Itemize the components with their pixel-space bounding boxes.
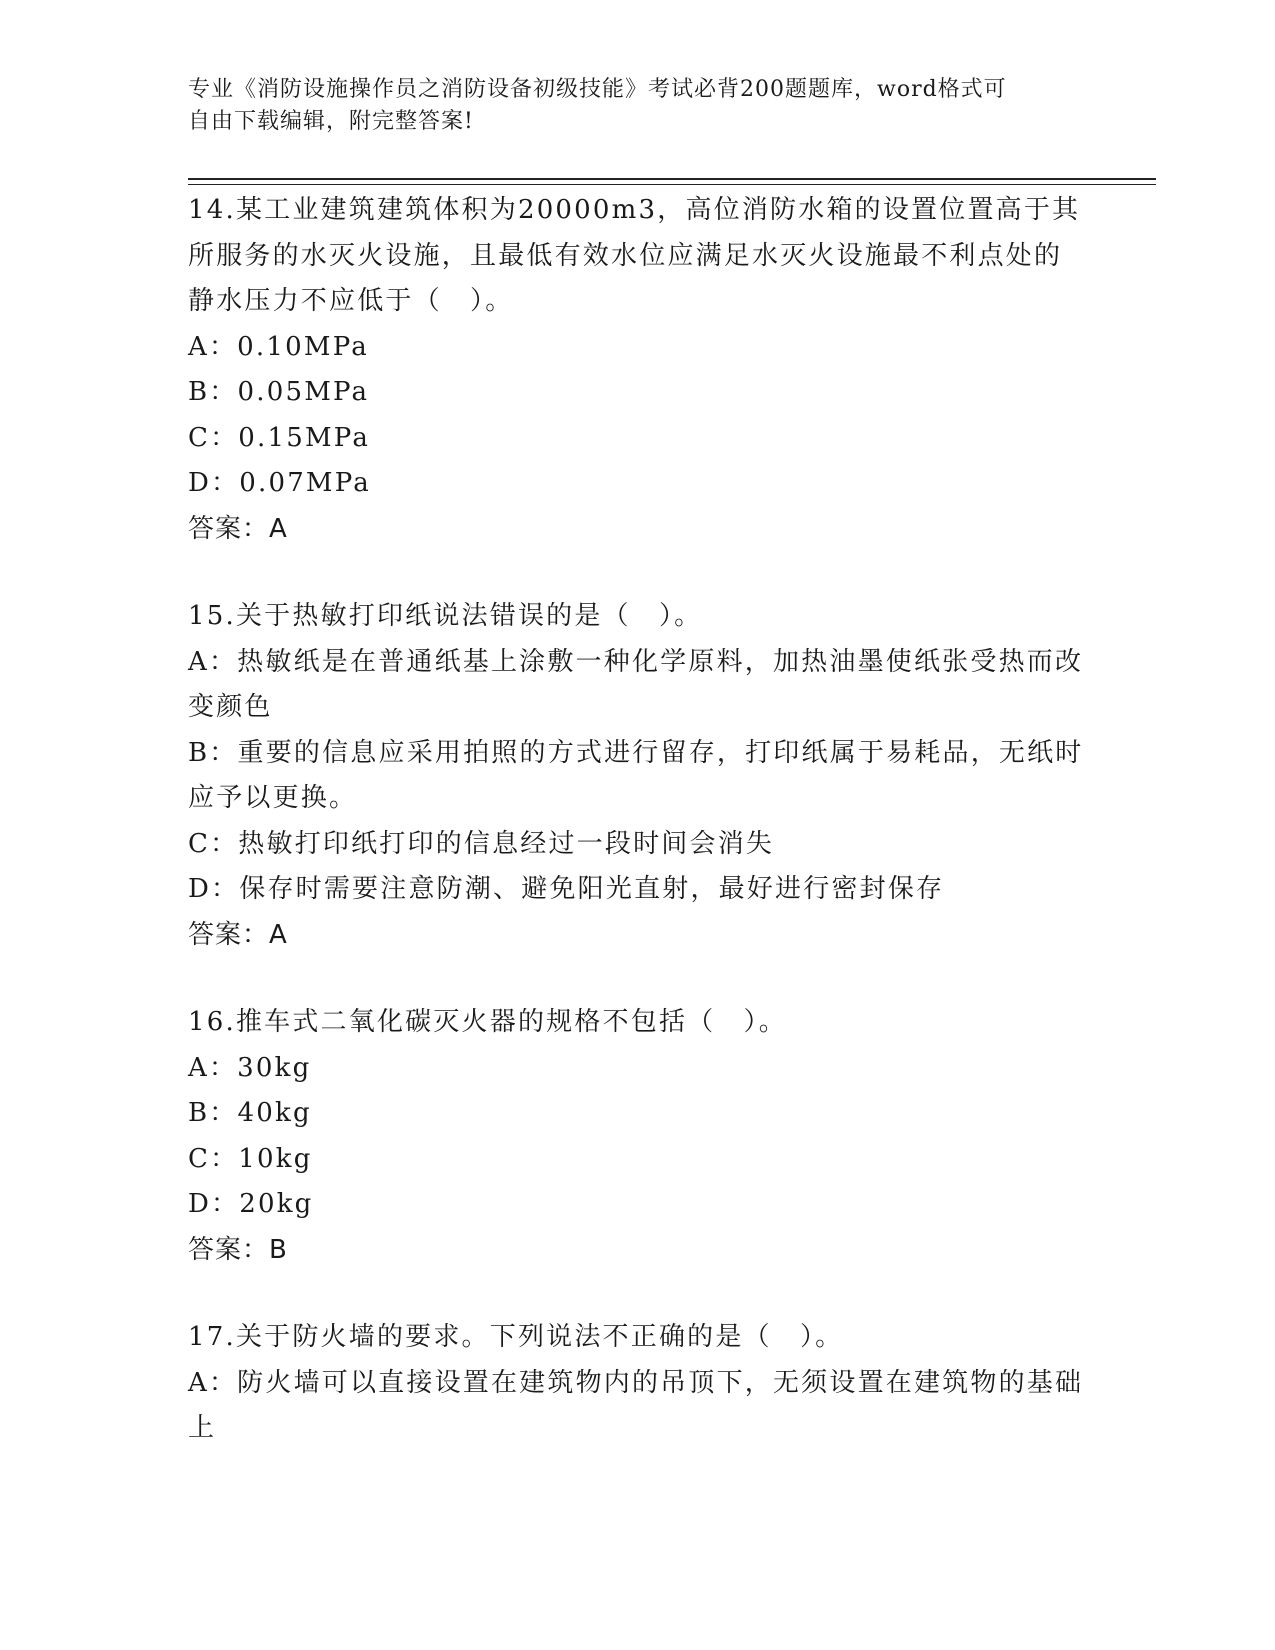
header-title-line-1: 专业《消防设施操作员之消防设备初级技能》考试必背200题题库，word格式可 xyxy=(188,77,1007,102)
option-a: A：0.10MPa xyxy=(188,331,369,362)
option-a: A：30kg xyxy=(188,1052,312,1083)
question-17 xyxy=(188,1315,1088,1452)
question-text: 16.推车式二氧化碳灭火器的规格不包括（ ）。 xyxy=(188,1007,787,1037)
option-c: C：热敏打印纸打印的信息经过一段时间会消失 xyxy=(188,828,775,859)
header-divider-thin xyxy=(188,184,1156,185)
option-c: C：10kg xyxy=(188,1143,313,1174)
answer-label: 答案：A xyxy=(188,919,288,950)
header-title-line-2: 自由下载编辑，附完整答案! xyxy=(188,109,474,134)
option-d: D：保存时需要注意防潮、避免阳光直射，最好进行密封保存 xyxy=(188,874,945,904)
option-d: D：0.07MPa xyxy=(188,468,371,498)
question-text: 15.关于热敏打印纸说法错误的是（ ）。 xyxy=(188,601,703,631)
answer-label: 答案：B xyxy=(188,1234,288,1265)
header-divider-thick xyxy=(188,178,1156,180)
question-16 xyxy=(188,1000,1088,1273)
document-header xyxy=(188,74,1088,138)
question-15 xyxy=(188,594,1088,958)
question-text: 14.某工业建筑建筑体积为20000m3，高位消防水箱的设置位置高于其所服务的水灭火设施，且最低有效水位应满足水灭火设施最不利点处的静水压力不应低于（ ）。 xyxy=(188,195,1081,316)
option-b: B：重要的信息应采用拍照的方式进行留存，打印纸属于易耗品，无纸时应予以更换。 xyxy=(188,737,1084,813)
option-a: A：防火墙可以直接设置在建筑物内的吊顶下，无须设置在建筑物的基础上 xyxy=(188,1367,1084,1443)
question-list xyxy=(188,188,1088,1494)
option-d: D：20kg xyxy=(188,1189,314,1219)
option-b: B：0.05MPa xyxy=(188,377,370,407)
question-14 xyxy=(188,188,1088,552)
option-b: B：40kg xyxy=(188,1098,312,1128)
option-c: C：0.15MPa xyxy=(188,422,371,453)
option-a: A：热敏纸是在普通纸基上涂敷一种化学原料，加热油墨使纸张受热而改变颜色 xyxy=(188,646,1084,722)
answer-label: 答案：A xyxy=(188,513,288,544)
question-text: 17.关于防火墙的要求。下列说法不正确的是（ ）。 xyxy=(188,1322,844,1352)
